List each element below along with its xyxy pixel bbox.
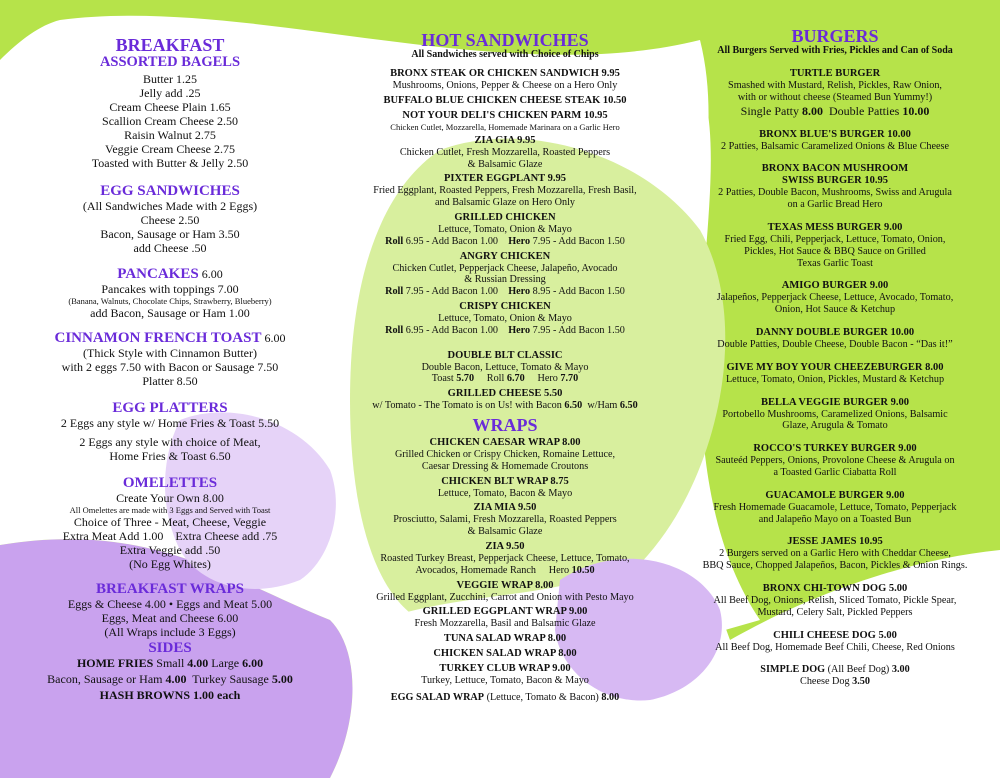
grilled-cheese-options [342,400,668,412]
price: 10.00 [902,103,930,118]
item-name: TUNA SALAD WRAP 8.00 [443,633,567,645]
roll-hero-prices [342,236,668,248]
price: 6.50 [619,400,638,412]
egg-platters-title: EGG PLATTERS [112,400,228,416]
item-name: GRILLED CHEESE 5.50 [447,388,563,400]
menu-line: Eggs & Cheese 4.00 • Eggs and Meat 5.00 [67,597,273,611]
menu-item [342,541,668,577]
price: 8.00 [802,103,823,118]
menu-line: Home Fries & Toast 6.50 [109,449,231,463]
item-name: CRISPY CHICKEN [459,300,551,312]
burgers-column [685,0,985,688]
menu-line: with 2 eggs 7.50 with Bacon or Sausage 7.50 [61,360,279,374]
roll-hero-prices [342,325,668,337]
price: 5.00 [271,672,293,686]
menu-line: Extra Meat Add 1.00 Extra Cheese add .75 [62,529,278,543]
item-name: GIVE MY BOY YOUR CHEEZEBURGER 8.00 [726,361,944,373]
item-desc: All Beef Dog, Homemade Beef Chili, Cheese, Red Onions [715,641,955,653]
menu-line: Bacon, Sausage or Ham 3.50 [100,227,240,241]
menu-item [342,606,668,630]
item-name: JESSE JAMES 10.95 [787,536,883,548]
item-name: ROCCO'S TURKEY BURGER 9.00 [753,443,917,455]
price: 6.95 - Add Bacon 1.00 [403,235,509,247]
breakfast-wraps-title: BREAKFAST WRAPS [96,581,244,597]
item-name: ZIA GIA 9.95 [474,134,536,146]
price: 6.95 - Add Bacon 1.00 [403,324,509,336]
item-name: BUFFALO BLUE CHICKEN CHEESE STEAK 10.50 [383,94,627,106]
item-desc: Prosciutto, Salami, Fresh Mozzarella, Roasted Peppers [393,514,617,526]
item-desc: 2 Burgers served on a Garlic Hero with Cheddar Cheese, [719,548,951,560]
item-name: GUACAMOLE BURGER 9.00 [765,489,905,501]
item-desc: Chicken Cutlet, Pepperjack Cheese, Jalapeño, Avocado [392,262,618,274]
menu-item [685,280,985,316]
size-label: Roll [385,286,404,298]
menu-line: Scallion Cream Cheese 2.50 [102,114,238,128]
menu-line: Pancakes with toppings 7.00 [101,282,239,296]
menu-line: Toasted with Butter & Jelly 2.50 [91,156,249,170]
wraps-list [342,437,668,687]
menu-line: Choice of Three - Meat, Cheese, Veggie [73,515,267,529]
breakfast-column [20,0,320,702]
menu-item [685,327,985,351]
wraps-title: WRAPS [472,414,538,435]
menu-line: add Cheese .50 [133,241,207,255]
item-desc: BBQ Sauce, Chopped Jalapeños, Bacon, Pickles & Onion Rings. [702,560,968,572]
item-name: TEXAS MESS BURGER 9.00 [767,221,903,233]
item-desc: Portobello Mushrooms, Caramelized Onions, Balsamic [722,408,948,420]
item-desc: Lettuce, Tomato, Onion & Mayo [438,223,572,235]
item-desc: Grilled Chicken or Crispy Chicken, Romaine Lettuce, [394,448,616,460]
item-name: HOME FRIES [76,656,154,670]
menu-line: Cream Cheese Plain 1.65 [109,100,231,114]
price: 3.50 [852,676,870,688]
egg-salad-wrap [342,692,668,704]
sandwiches-column [342,0,668,704]
item-name: ZIA 9.50 [485,540,525,552]
simple-dog [685,664,985,676]
item-desc: Double Patties, Double Cheese, Double Bacon - “Das it!” [717,338,953,350]
menu-item [342,580,668,604]
hot-sandwiches-list [342,68,668,337]
menu-item [685,443,985,479]
price: 5.70 [456,373,475,385]
cheese-dog [685,676,985,688]
bagels-title: ASSORTED BAGELS [99,54,241,70]
item-desc: Jalapeños, Pepperjack Cheese, Lettuce, Avocado, Tomato, [716,292,954,304]
menu-item [685,163,985,211]
menu-item [342,173,668,209]
item-name: BELLA VEGGIE BURGER 9.00 [760,396,909,408]
menu-line: (All Sandwiches Made with 2 Eggs) [82,199,258,213]
size-label: Hero [524,373,561,385]
menu-line: 2 Eggs any style w/ Home Fries & Toast 5.50 [60,416,280,430]
item-desc: 2 Patties, Balsamic Caramelized Onions & Blue Cheese [720,140,950,152]
menu-line: add Bacon, Sausage or Ham 1.00 [90,306,250,320]
option-label: w/ Tomato - The Tomato is on Us! with Bacon [372,400,565,412]
price: 8.95 - Add Bacon 1.50 [530,286,625,298]
item-name: TURTLE BURGER [789,68,881,79]
menu-line: Platter 8.50 [142,374,198,388]
item-desc: Fried Eggplant, Roasted Peppers, Fresh Mozzarella, Fresh Basil, [373,185,637,197]
item-desc: & Balsamic Glaze [467,158,543,170]
omelettes-title: OMELETTES [122,475,218,491]
french-toast-price: 6.00 [264,331,286,345]
item-name: BRONX BLUE'S BURGER 10.00 [759,128,911,140]
item-desc: (All Beef Dog) [825,664,892,676]
hot-sandwiches-note: All Sandwiches served with Choice of Chips [411,49,599,60]
size-label: Roll [385,235,404,247]
item-desc: Fresh Homemade Guacamole, Lettuce, Tomato, Pepperjack [713,501,957,513]
menu-item [342,95,668,107]
menu-line: 2 Eggs any style with choice of Meat, [79,435,261,449]
price: 6.00 [242,656,264,670]
size-label: Double Patties [823,103,903,118]
size-label: Roll [385,324,404,336]
menu-line: Cheese 2.50 [140,213,200,227]
item-desc: Smashed with Mustard, Relish, Pickles, Raw Onion, [728,80,942,91]
item-desc [342,565,668,577]
item-desc: Lettuce, Tomato, Onion, Pickles, Mustard & Ketchup [725,373,945,385]
item-name: Turkey Sausage [186,672,272,686]
item-name: DOUBLE BLT CLASSIC [447,349,563,361]
turtle-prices [685,104,985,118]
price: 7.70 [560,373,579,385]
item-desc: (Lettuce, Tomato & Bacon) [484,691,602,703]
size-label: Hero [508,286,531,298]
menu-item [342,476,668,500]
item-name: Bacon, Sausage or Ham [47,672,166,686]
menu-item [685,630,985,654]
size-label: Small [153,656,188,670]
pancakes-toppings: (Banana, Walnuts, Chocolate Chips, Strawberry, Blueberry) [68,296,272,306]
item-desc: Fresh Mozzarella, Basil and Balsamic Glaze [414,618,596,630]
menu-line: (Thick Style with Cinnamon Butter) [83,346,257,360]
menu-line: Create Your Own 8.00 [116,491,224,505]
item-name: Cheese Dog [800,676,853,688]
menu-line: Extra Veggie add .50 [119,543,221,557]
price: 6.70 [506,373,525,385]
price: 4.00 [165,672,187,686]
price: 10.50 [571,564,595,576]
menu-item [685,583,985,619]
menu-item [685,490,985,526]
menu-item [342,212,668,248]
item-name: GRILLED EGGPLANT WRAP 9.00 [422,606,588,618]
french-toast-heading [20,330,320,346]
item-name: ZIA MIA 9.50 [473,502,537,514]
sides-home-fries [20,656,320,670]
menu-item [342,110,668,132]
menu-line: (No Egg Whites) [129,557,211,571]
burgers-list [685,129,985,654]
menu-item [342,648,668,660]
item-desc: Lettuce, Tomato, Bacon & Mayo [437,487,573,499]
sides-title: SIDES [148,640,192,656]
sides-hash-browns: HASH BROWNS 1.00 each [99,688,241,702]
item-desc: Fried Egg, Chili, Pepperjack, Lettuce, Tomato, Onion, [724,233,946,245]
french-toast-title: CINNAMON FRENCH TOAST [54,330,262,346]
item-desc: and Jalapeño Mayo on a Toasted Bun [758,513,912,525]
menu-line: Raisin Walnut 2.75 [124,128,216,142]
pancakes-price: 6.00 [201,267,223,281]
item-desc: Lettuce, Tomato, Onion & Mayo [438,312,572,324]
item-name: DANNY DOUBLE BURGER 10.00 [755,326,915,338]
menu-item [342,633,668,645]
item-name: PIXTER EGGPLANT 9.95 [443,173,567,185]
item-desc: Mustard, Celery Salt, Pickled Peppers [757,606,913,618]
menu-line: Butter 1.25 [143,72,197,86]
breakfast-title: BREAKFAST [115,35,225,55]
menu-item [685,536,985,572]
item-desc: Chicken Cutlet, Fresh Mozzarella, Roasted Peppers [399,146,611,158]
item-desc: Texas Garlic Toast [797,257,873,269]
menu-item [342,502,668,538]
item-desc: Roasted Turkey Breast, Pepperjack Cheese, Lettuce, Tomato, [380,552,630,564]
item-desc: on a Garlic Bread Hero [787,199,883,211]
item-desc: Caesar Dressing & Homemade Croutons [421,460,589,472]
item-desc: Onion, Hot Sauce & Ketchup [774,304,896,316]
item-desc: Grilled Eggplant, Zucchini, Carrot and Onion with Pesto Mayo [376,591,634,603]
item-name: CHICKEN BLT WRAP 8.75 [441,475,569,487]
item-desc: Chicken Cutlet, Mozzarella, Homemade Marinara on a Garlic Hero [390,121,620,132]
size-label: Hero [508,324,531,336]
menu-item [685,362,985,386]
burgers-note: All Burgers Served with Fries, Pickles and Can of Soda [717,45,953,56]
item-desc: Avocados, Homemade Ranch Hero [415,564,572,576]
item-desc: Turkey, Lettuce, Tomato, Bacon & Mayo [421,675,589,687]
price: 7.95 - Add Bacon 1.50 [530,324,625,336]
menu-line: Eggs, Meat and Cheese 6.00 [101,611,239,625]
item-desc: Pickles, Hot Sauce & BBQ Sauce on Grilled [744,245,926,257]
item-name: SWISS BURGER 10.95 [782,175,888,187]
menu-item [342,663,668,687]
item-name: NOT YOUR DELI'S CHICKEN PARM 10.95 [402,109,608,121]
sides-meats [20,672,320,686]
item-name: GRILLED CHICKEN [454,211,556,223]
item-name: CHICKEN SALAD WRAP 8.00 [433,648,577,660]
price: 6.50 [564,400,583,412]
item-desc: Double Bacon, Lettuce, Tomato & Mayo [421,361,589,373]
item-name: EGG SALAD WRAP [390,691,485,703]
item-name: BRONX BACON MUSHROOM [761,163,909,175]
size-label: Roll [474,373,507,385]
item-name: BRONX STEAK OR CHICKEN SANDWICH 9.95 [390,68,620,79]
size-label: Large [208,656,243,670]
item-desc: & Russian Dressing [464,274,546,286]
item-desc: All Beef Dog, Onions, Relish, Sliced Tomato, Pickle Spear, [713,594,957,606]
price: 3.00 [891,664,910,676]
price: 7.95 - Add Bacon 1.50 [530,235,625,247]
menu-item [342,68,668,92]
menu-line: (All Wraps include 3 Eggs) [104,625,236,639]
item-desc: Sauteéd Peppers, Onions, Provolone Cheese & Arugula on [715,455,955,467]
roll-hero-prices [342,286,668,298]
menu-item [685,129,985,153]
size-label: Toast [431,373,457,385]
egg-sandwiches-title: EGG SANDWICHES [100,183,240,199]
item-desc: & Balsamic Glaze [467,526,543,538]
menu-item [685,397,985,433]
price: 8.00 [601,691,620,703]
price: 7.95 - Add Bacon 1.00 [403,286,509,298]
menu-line: Jelly add .25 [139,86,201,100]
item-desc: 2 Patties, Double Bacon, Mushrooms, Swiss and Arugula [718,187,952,199]
item-name: TURKEY CLUB WRAP 9.00 [439,663,571,675]
item-desc: Glaze, Arugula & Tomato [782,420,888,432]
menu-line: Veggie Cream Cheese 2.75 [105,142,235,156]
menu-item [342,251,668,298]
menu-item [342,135,668,171]
hot-sandwiches-title: HOT SANDWICHES [421,30,589,50]
pancakes-heading [20,266,320,282]
item-name: CHICKEN CAESAR WRAP 8.00 [429,436,581,448]
burgers-title: BURGERS [791,26,879,46]
item-name: CHILI CHEESE DOG 5.00 [773,629,897,641]
menu-item [342,437,668,473]
item-name: SIMPLE DOG [760,664,826,676]
item-name: AMIGO BURGER 9.00 [781,280,889,292]
pancakes-title: PANCAKES [117,266,199,282]
size-label: Hero [508,235,531,247]
bagels-list [20,72,320,170]
item-desc: a Toasted Garlic Ciabatta Roll [773,466,897,478]
price: 4.00 [187,656,209,670]
item-name: VEGGIE WRAP 8.00 [456,579,554,591]
menu-item [342,301,668,337]
item-desc: and Balsamic Glaze on Hero Only [434,197,576,209]
item-desc: with or without cheese (Steamed Bun Yummy!) [737,91,933,103]
item-name: ANGRY CHICKEN [459,250,551,262]
omelettes-note: All Omelettes are made with 3 Eggs and Served with Toast [69,505,271,515]
blt-prices [342,373,668,385]
menu-item [685,222,985,269]
size-label: Single Patty [740,103,802,118]
item-name: BRONX CHI-TOWN DOG 5.00 [762,582,908,594]
item-desc: Mushrooms, Onions, Pepper & Cheese on a Hero Only [392,80,618,91]
option-label: w/Ham [582,400,620,412]
